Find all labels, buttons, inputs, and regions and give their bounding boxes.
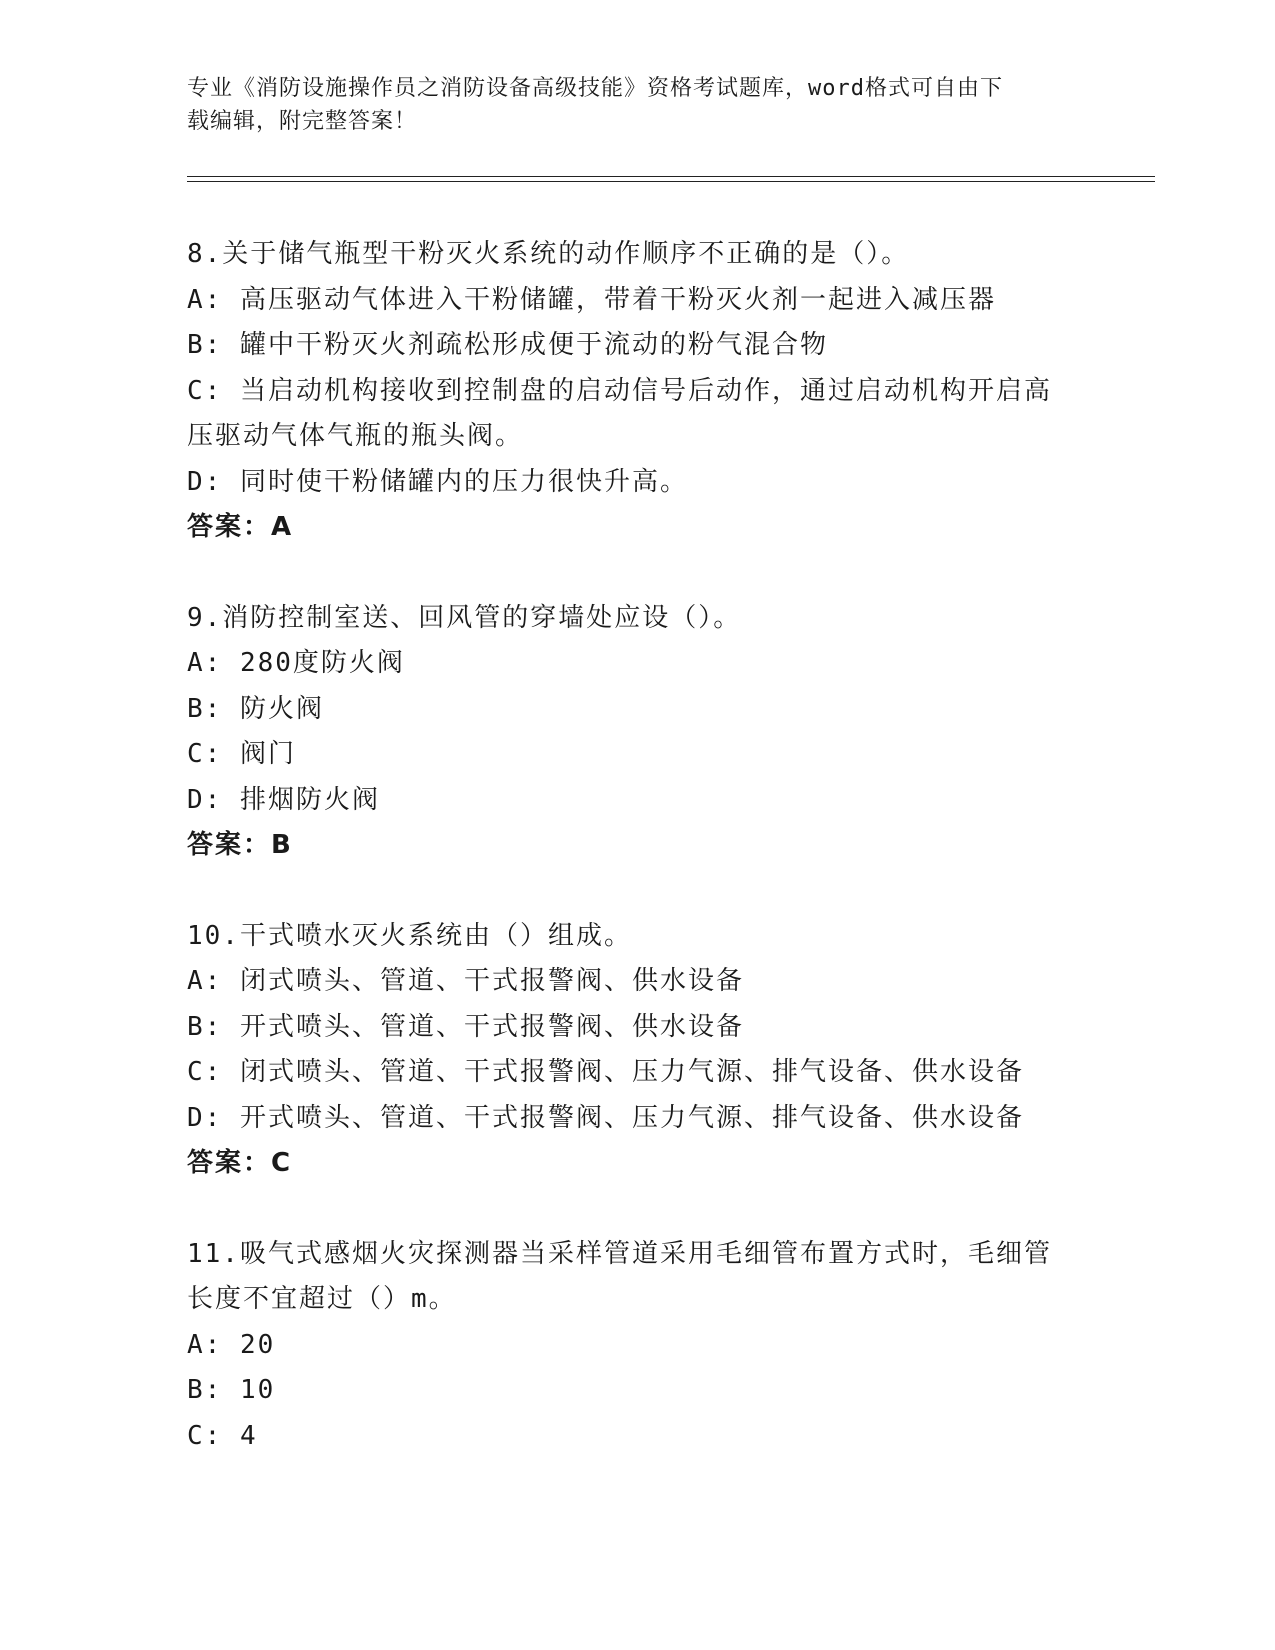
answer-option: A: 280度防火阀 [187,648,405,678]
question-block [187,596,1087,869]
answer-option: A: 20 [187,1329,276,1360]
answer-option: C: 阀门 [187,739,296,769]
answer-option: D: 排烟防火阀 [187,784,380,815]
document-header [187,72,1067,138]
header-divider-top [187,176,1155,177]
answer-option: B: 开式喷头、管道、干式报警阀、供水设备 [187,1011,744,1042]
answer-option: C: 4 [187,1420,258,1451]
answer-option: C: 闭式喷头、管道、干式报警阀、压力气源、排气设备、供水设备 [187,1057,1024,1087]
question-block [187,1232,1087,1460]
answer-key: 答案：C [187,1148,293,1178]
question-text: 11.吸气式感烟火灾探测器当采样管道采用毛细管布置方式时，毛细管 [187,1238,1052,1269]
question-text: 8.关于储气瓶型干粉灭火系统的动作顺序不正确的是（）。 [187,239,910,269]
answer-key: 答案：A [187,512,294,542]
answer-option: B: 防火阀 [187,693,324,724]
question-text: 长度不宜超过（）m。 [187,1284,457,1314]
answer-key: 答案：B [187,830,293,860]
question-list [187,232,1087,1504]
question-block [187,232,1087,551]
answer-option: B: 10 [187,1375,276,1405]
answer-option: A: 闭式喷头、管道、干式报警阀、供水设备 [187,966,744,996]
header-line-1: 专业《消防设施操作员之消防设备高级技能》资格考试题库，word格式可自由下 [187,76,1003,101]
answer-option: 压驱动气体气瓶的瓶头阀。 [187,421,524,451]
header-divider-bottom [187,181,1155,182]
question-text: 9.消防控制室送、回风管的穿墙处应设（）。 [187,602,742,633]
answer-option: D: 同时使干粉储罐内的压力很快升高。 [187,466,688,497]
answer-option: C: 当启动机构接收到控制盘的启动信号后动作，通过启动机构开启高 [187,375,1052,406]
answer-option: D: 开式喷头、管道、干式报警阀、压力气源、排气设备、供水设备 [187,1102,1024,1133]
header-line-2: 载编辑，附完整答案！ [187,109,418,134]
question-block [187,914,1087,1187]
question-text: 10.干式喷水灭火系统由（）组成。 [187,920,632,951]
answer-option: B: 罐中干粉灭火剂疏松形成便于流动的粉气混合物 [187,330,828,360]
answer-option: A: 高压驱动气体进入干粉储罐，带着干粉灭火剂一起进入减压器 [187,284,996,315]
